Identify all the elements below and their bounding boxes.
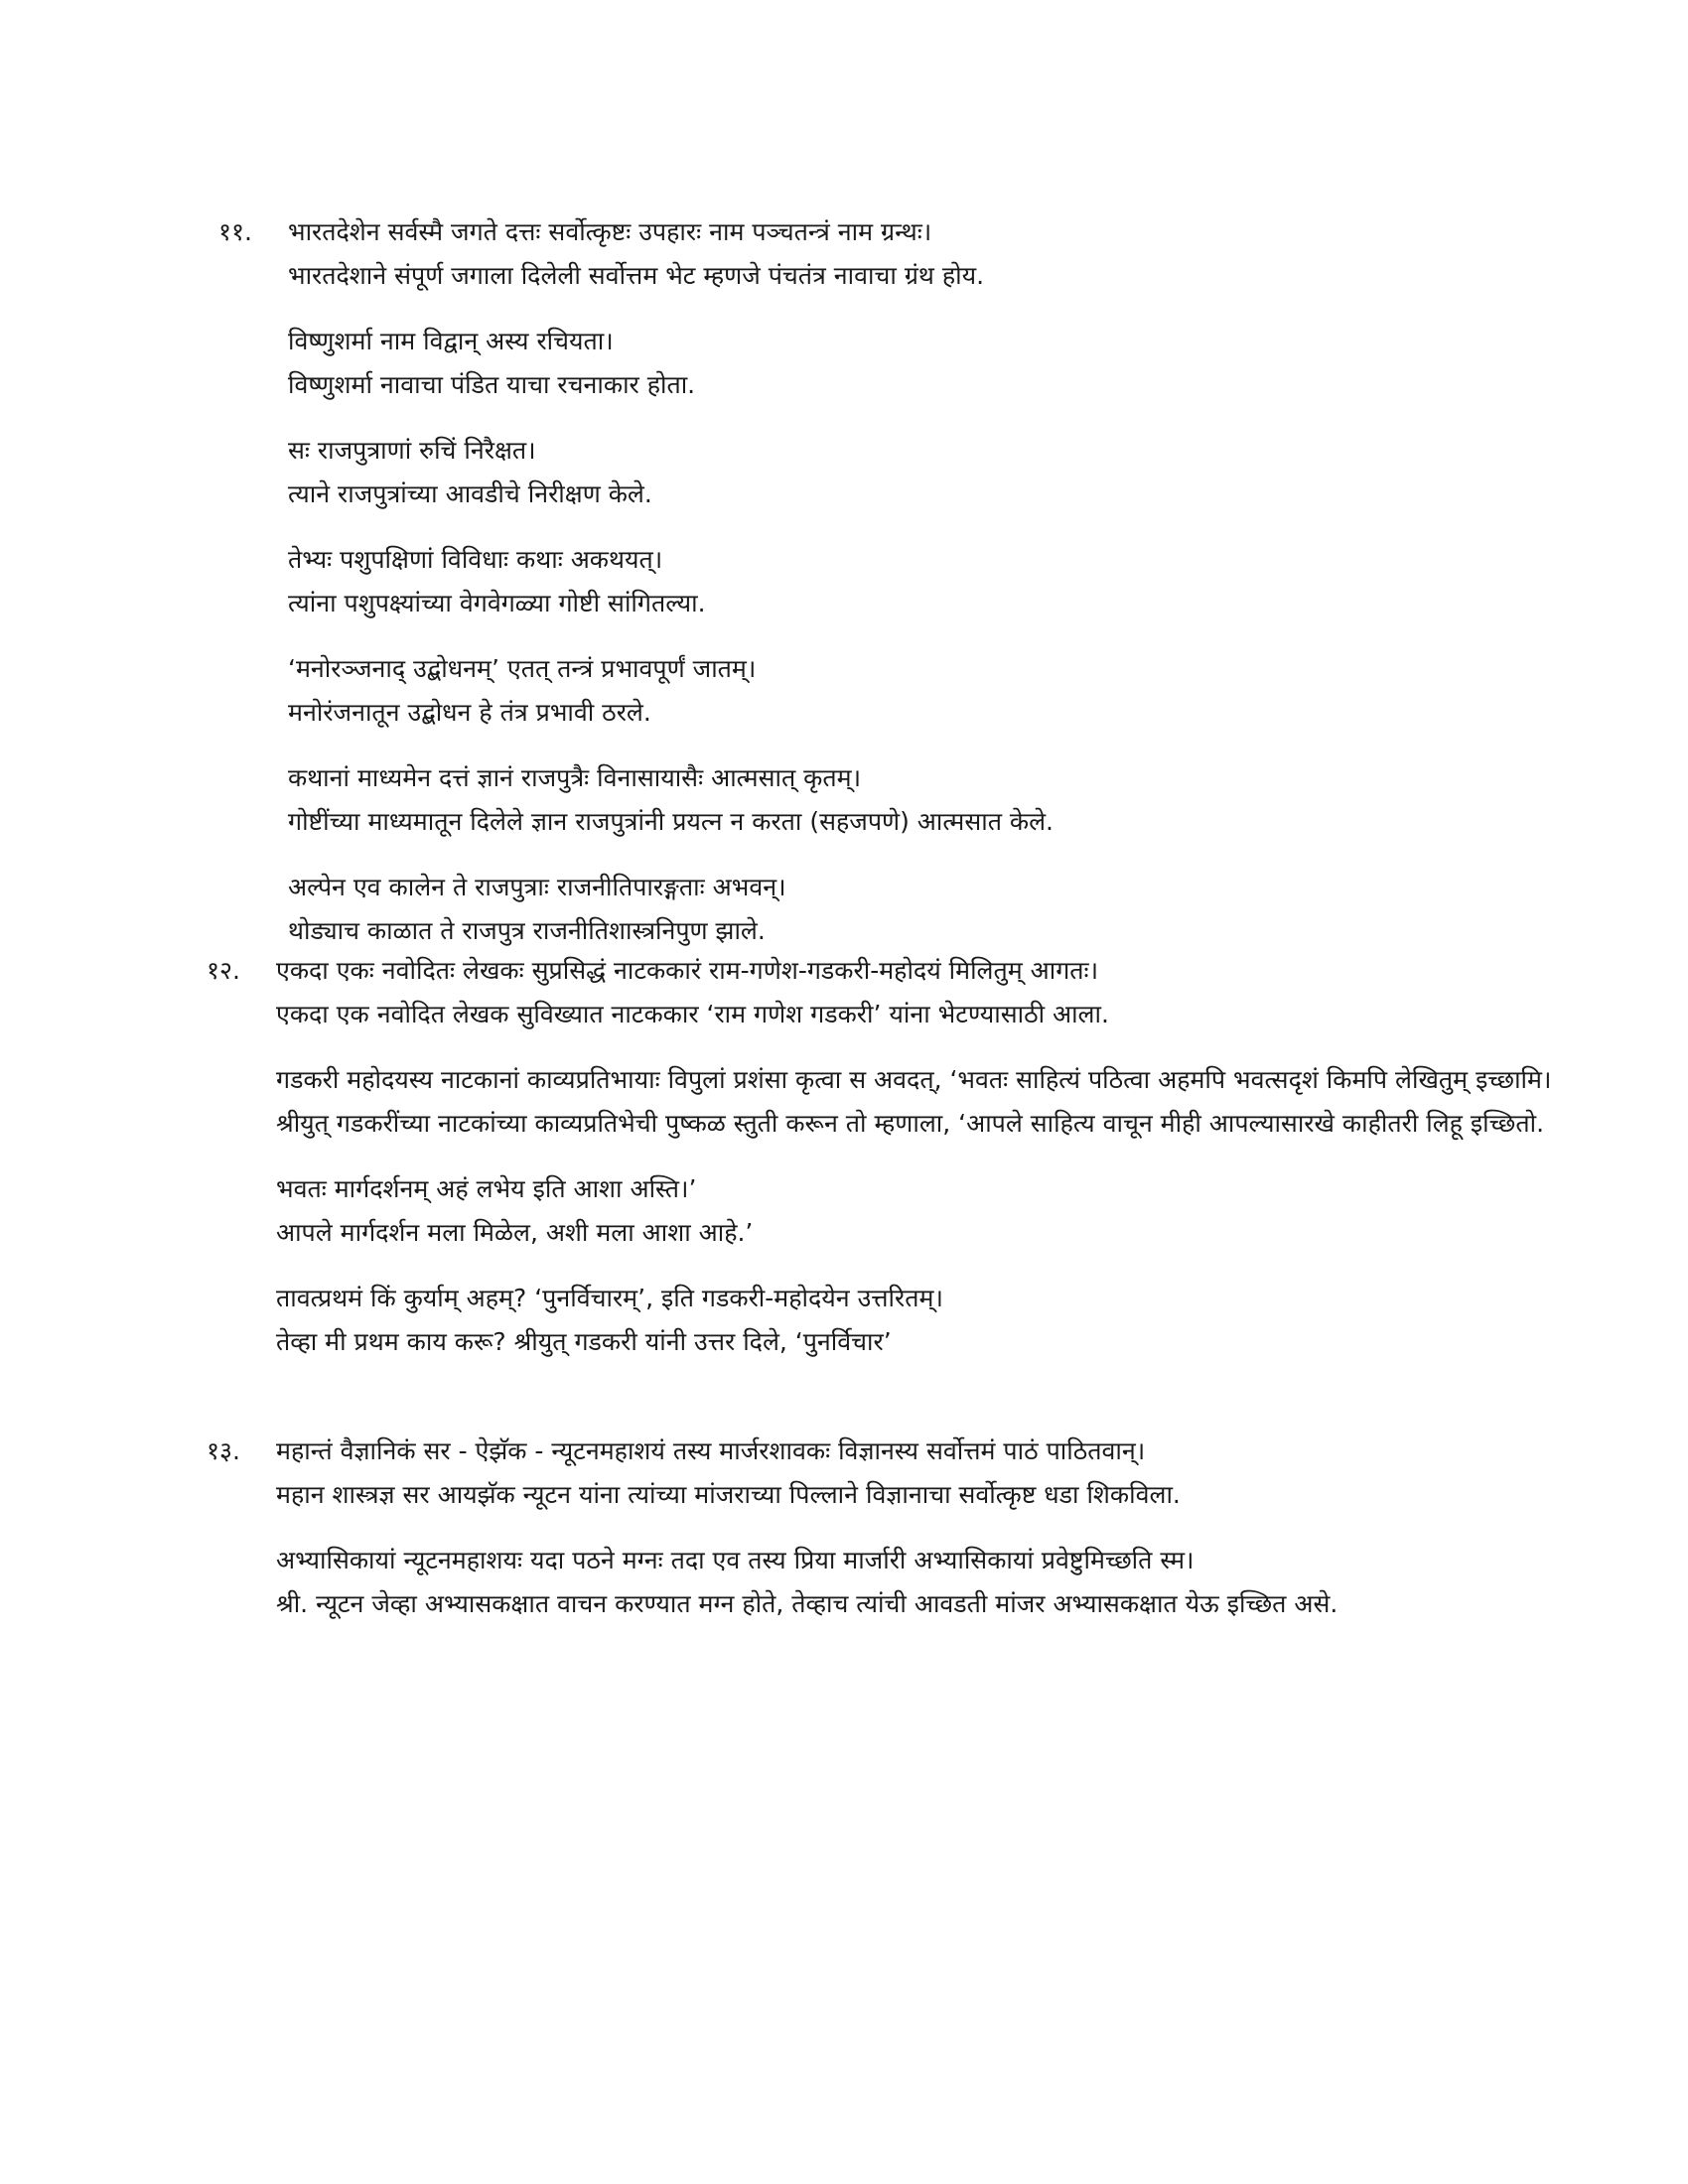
marathi-line: श्रीयुत् गडकरींच्या नाटकांच्या काव्यप्रतिभेची पुष्कळ स्तुती करून तो म्हणाला, ‘आपले साहित्य वाचून मीही आपल्यासारखे काहीतरी लिहू इच्छितो.	[276, 1109, 1545, 1138]
sentence-pair	[276, 949, 1567, 1036]
marathi-line: थोड्याच काळात ते राजपुत्र राजनीतिशास्त्रनिपुण झाले.	[288, 916, 766, 945]
sanskrit-line: सः राजपुत्राणां रुचिं निरैक्षत।	[288, 436, 536, 465]
marathi-line: मनोरंजनातून उद्बोधन हे तंत्र प्रभावी ठरले.	[288, 698, 651, 727]
question-number: १३.	[207, 1436, 240, 1465]
sentence-pair	[276, 1167, 1567, 1255]
sentence-pair	[288, 538, 1579, 625]
sentence-pair	[288, 210, 1579, 298]
marathi-line: महान शास्त्रज्ञ सर आयझॅक न्यूटन यांना त्यांच्या मांजराच्या पिल्लाने विज्ञानाचा सर्वोत्कृष्ट धडा शिकविला.	[276, 1480, 1181, 1509]
sanskrit-line: गडकरी महोदयस्य नाटकानां काव्यप्रतिभायाः विपुलां प्रशंसा कृत्वा स अवदत्, ‘भवतः साहित्यं पठित्वा अहमपि भवत्सदृशं किमपि लेखितुम् इच्छामि।	[276, 1065, 1552, 1094]
sanskrit-line: अल्पेन एव कालेन ते राजपुत्राः राजनीतिपारङ्गताः अभवन्।	[288, 873, 786, 901]
marathi-line: भारतदेशाने संपूर्ण जगाला दिलेली सर्वोत्तम भेट म्हणजे पंचतंत्र नावाचा ग्रंथ होय.	[288, 261, 985, 290]
sentence-pair	[288, 756, 1579, 844]
question-11	[218, 210, 1579, 975]
sanskrit-line: भवतः मार्गदर्शनम् अहं लभेय इति आशा अस्ति।’	[276, 1174, 697, 1203]
sanskrit-line: तावत्प्रथमं किं कुर्याम् अहम्? ‘पुनर्विचारम्’, इति गडकरी-महोदयेन उत्तरितम्।	[276, 1284, 943, 1312]
marathi-line: आपले मार्गदर्शन मला मिळेल, अशी मला आशा आहे.’	[276, 1218, 754, 1247]
marathi-line: श्री. न्यूटन जेव्हा अभ्यासकक्षात वाचन करण्यात मग्न होते, तेव्हाच त्यांची आवडती मांजर अभ्यासकक्षात येऊ इच्छित असे.	[276, 1589, 1338, 1618]
sentence-pair	[276, 1277, 1567, 1364]
sentence-pair	[276, 1430, 1567, 1517]
marathi-line: गोष्टींच्या माध्यमातून दिलेले ज्ञान राजपुत्रांनी प्रयत्न न करता (सहजपणे) आत्मसात केले.	[288, 807, 1054, 836]
question-number: १२.	[207, 956, 240, 985]
sanskrit-line: ‘मनोरञ्जनाद् उद्बोधनम्’ एतत् तन्त्रं प्रभावपूर्णं जातम्।	[288, 654, 757, 683]
sentence-pair	[288, 429, 1579, 516]
sanskrit-line: तेभ्यः पशुपक्षिणां विविधाः कथाः अकथयत्।	[288, 545, 663, 574]
sentence-pair	[288, 320, 1579, 407]
sanskrit-line: विष्णुशर्मा नाम विद्वान् अस्य रचियता।	[288, 327, 614, 355]
marathi-line: तेव्हा मी प्रथम काय करू? श्रीयुत् गडकरी यांनी उत्तर दिले, ‘पुनर्विचार’	[276, 1327, 892, 1356]
sanskrit-line: भारतदेशेन सर्वस्मै जगते दत्तः सर्वोत्कृष्टः उपहारः नाम पञ्चतन्त्रं नाम ग्रन्थः।	[288, 217, 932, 246]
marathi-line: एकदा एक नवोदित लेखक सुविख्यात नाटककार ‘राम गणेश गडकरी’ यांना भेटण्यासाठी आला.	[276, 1000, 1109, 1028]
question-number: ११.	[218, 217, 252, 246]
sanskrit-line: एकदा एकः नवोदितः लेखकः सुप्रसिद्धं नाटककारं राम-गणेश-गडकरी-महोदयं मिलितुम् आगतः।	[276, 956, 1099, 985]
sanskrit-line: कथानां माध्यमेन दत्तं ज्ञानं राजपुत्रैः विनासायासैः आत्मसात् कृतम्।	[288, 763, 862, 792]
marathi-line: त्याने राजपुत्रांच्या आवडीचे निरीक्षण केले.	[288, 479, 652, 508]
sentence-pair	[276, 1539, 1567, 1626]
question-13	[207, 1430, 1567, 1648]
sanskrit-line: महान्तं वैज्ञानिकं सर - ऐझॅक - न्यूटनमहाशयं तस्य मार्जरशावकः विज्ञानस्य सर्वोत्तमं पाठं पाठितवान्।	[276, 1436, 1146, 1465]
sentence-pair	[288, 647, 1579, 735]
marathi-line: विष्णुशर्मा नावाचा पंडित याचा रचनाकार होता.	[288, 370, 696, 399]
sanskrit-line: अभ्यासिकायां न्यूटनमहाशयः यदा पठने मग्नः तदा एव तस्य प्रिया मार्जारी अभ्यासिकायां प्रवेष्टुमिच्छति स्म।	[276, 1546, 1195, 1574]
sentence-pair	[276, 1058, 1567, 1146]
question-12	[207, 949, 1567, 1386]
sentence-pair	[288, 866, 1579, 953]
marathi-line: त्यांना पशुपक्ष्यांच्या वेगवेगळ्या गोष्टी सांगितल्या.	[288, 589, 706, 617]
